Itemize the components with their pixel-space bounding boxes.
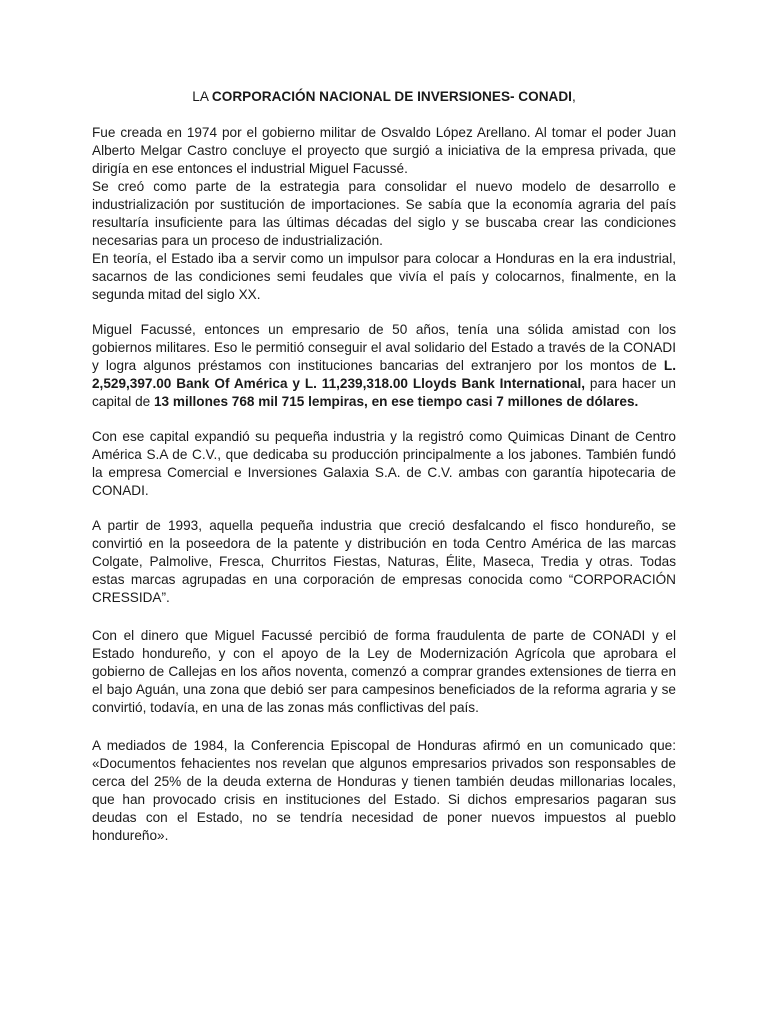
paragraph-7: Con el dinero que Miguel Facussé percibió de forma fraudulenta de parte de CONADI y el Estado hondureño, y con el apoyo de la Ley de Modernización Agrícola que aprobara el gobierno de Callejas en los años noventa, comenzó a comprar grandes extensiones de tierra en el bajo Aguán, una zona que debió ser para campesinos beneficiados de la reforma agraria y se convirtió, todavía, en una de las zonas más conflictivas del país. bbox=[92, 628, 676, 715]
p4-bold-amounts: L. 2,529,397.00 Bank Of América y L. 11,239,318.00 Lloyds Bank International, bbox=[92, 358, 676, 391]
paragraph-5: Con ese capital expandió su pequeña industria y la registró como Quimicas Dinant de Centro América S.A de C.V., que dedicaba su producción principalmente a los jabones. También fundó la empresa Comercial e Inversiones Galaxia S.A. de C.V. ambas con garantía hipotecaria de CONADI. bbox=[92, 429, 676, 498]
paragraph-4 bbox=[92, 321, 676, 411]
p4-bold-capital: 13 millones 768 mil 715 lempiras, en ese tiempo casi 7 millones de dólares. bbox=[153, 394, 639, 409]
paragraph-1: Fue creada en 1974 por el gobierno militar de Osvaldo López Arellano. Al tomar el poder Juan Alberto Melgar Castro concluye el proyecto que surgió a iniciativa de la empresa privada, que dirigía en ese entonces el industrial Miguel Facussé. bbox=[92, 125, 676, 176]
document-title bbox=[92, 88, 676, 106]
title-bold: CORPORACIÓN NACIONAL DE INVERSIONES- CONADI bbox=[211, 89, 572, 104]
paragraph-3: En teoría, el Estado iba a servir como un impulsor para colocar a Honduras en la era industrial, sacarnos de las condiciones semi feudales que vivía el país y colocarnos, finalmente, en la segunda mitad del siglo XX. bbox=[92, 251, 676, 302]
title-suffix: , bbox=[571, 89, 576, 104]
paragraph-6: A partir de 1993, aquella pequeña industria que creció desfalcando el fisco hondureño, se convirtió en la poseedora de la patente y distribución en toda Centro América de las marcas Colgate, Palmolive, Fresca, Churritos Fiestas, Naturas, Élite, Maseca, Tredia y otras. Todas estas marcas agrupadas en una corporación de empresas conocida como “CORPORACIÓN CRESSIDA”. bbox=[92, 518, 676, 605]
paragraph-8: A mediados de 1984, la Conferencia Episcopal de Honduras afirmó en un comunicado que: «Documentos fehacientes nos revelan que algunos empresarios privados son responsables de cerca del 25% de la deuda externa de Honduras y tienen también deudas millonarias locales, que han provocado crisis en instituciones del Estado. Si dichos empresarios pagaran sus deudas con el Estado, no se tendría necesidad de poner nuevos impuestos al pueblo hondureño». bbox=[92, 738, 676, 843]
paragraph-2: Se creó como parte de la estrategia para consolidar el nuevo modelo de desarrollo e industrialización por sustitución de importaciones. Se sabía que la economía agraria del país resultaría insuficiente para las últimas décadas del siglo y se buscaba crear las condiciones necesarias para un proceso de industrialización. bbox=[92, 179, 676, 248]
p4-text-a: Miguel Facussé, entonces un empresario de 50 años, tenía una sólida amistad con los gobiernos militares. Eso le permitió conseguir el aval solidario del Estado a través de la CONADI y logra algunos préstamos con instituciones bancarias del extranjero por los montos de bbox=[92, 322, 676, 373]
title-prefix: LA bbox=[192, 89, 212, 104]
p4-text-b: para hacer un capital de bbox=[92, 376, 676, 409]
